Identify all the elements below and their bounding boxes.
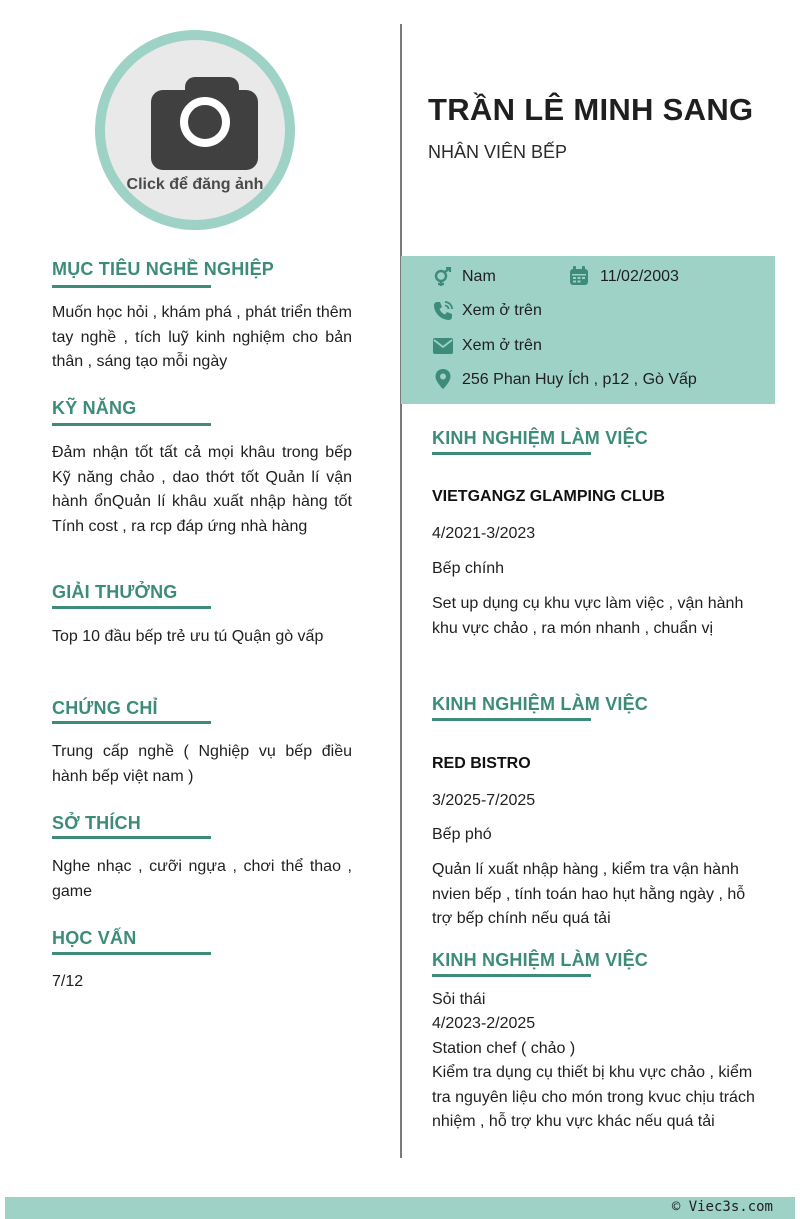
email-icon — [433, 336, 453, 356]
experience-title-1: KINH NGHIỆM LÀM VIỆC — [432, 428, 649, 448]
footer-credit: © Viec3s.com — [671, 1199, 773, 1215]
awards-underline — [52, 606, 211, 609]
skills-underline — [52, 423, 211, 426]
experience-role-2: Bếp phó — [432, 826, 492, 843]
contact-panel — [401, 256, 775, 404]
objective-title: MỤC TIÊU NGHỀ NGHIỆP — [52, 259, 275, 279]
certificates-title: CHỨNG CHỈ — [52, 698, 158, 718]
experience-period-1: 4/2021-3/2023 — [432, 525, 536, 542]
experience-underline-2 — [432, 718, 591, 721]
experience-period-3: 4/2023-2/2025 — [432, 1015, 536, 1032]
phone-value: Xem ở trên — [462, 302, 542, 319]
experience-company-1: VIETGANGZ GLAMPING CLUB — [432, 488, 665, 505]
candidate-name: TRẦN LÊ MINH SANG — [428, 92, 754, 127]
experience-description-2: Quản lí xuất nhập hàng , kiểm tra vận hành nvien bếp , tính toán hao hụt hằng ngày , hỗ trợ bếp chính nếu quá tải — [432, 861, 746, 927]
location-pin-icon — [433, 369, 453, 389]
education-text: 7/12 — [52, 973, 84, 990]
certificates-underline — [52, 721, 211, 724]
column-divider — [400, 24, 402, 1158]
experience-description-1: Set up dụng cụ khu vực làm việc , vận hành khu vực chảo , ra món nhanh , chuẩn vị — [432, 595, 744, 637]
objective-underline — [52, 285, 211, 288]
experience-underline-1 — [432, 452, 591, 455]
hobbies-underline — [52, 836, 211, 839]
birthday-value: 11/02/2003 — [600, 268, 679, 285]
address-value: 256 Phan Huy Ích , p12 , Gò Vấp — [462, 371, 697, 388]
objective-text: Muốn học hỏi , khám phá , phát triển thêm tay nghề , tích luỹ kinh nghiệm cho bản thân , sáng tạo mỗi ngày — [52, 304, 352, 370]
gender-value: Nam — [462, 268, 496, 285]
experience-description-3: Kiểm tra dụng cụ thiết bị khu vực chảo , kiểm tra nguyên liệu cho món trong kvuc chịu trách nhiệm , hỗ trợ khu vực khác nếu quá tải — [432, 1064, 755, 1130]
gender-icon — [433, 267, 453, 287]
email-value: Xem ở trên — [462, 337, 542, 354]
experience-role-1: Bếp chính — [432, 560, 505, 577]
education-title: HỌC VẤN — [52, 928, 137, 948]
avatar-upload-caption: Click để đăng ảnh — [126, 176, 264, 193]
awards-title: GIẢI THƯỞNG — [52, 582, 178, 602]
experience-company-2: RED BISTRO — [432, 755, 531, 772]
job-title: NHÂN VIÊN BẾP — [428, 142, 568, 162]
experience-title-3: KINH NGHIỆM LÀM VIỆC — [432, 950, 649, 970]
experience-title-2: KINH NGHIỆM LÀM VIỆC — [432, 694, 649, 714]
calendar-icon — [569, 266, 589, 286]
certificates-text: Trung cấp nghề ( Nghiệp vụ bếp điều hành bếp việt nam ) — [52, 743, 352, 785]
skills-title: KỸ NĂNG — [52, 398, 137, 418]
avatar-upload[interactable] — [95, 30, 295, 230]
experience-role-3: Station chef ( chảo ) — [432, 1040, 576, 1057]
footer-bar — [5, 1197, 795, 1219]
phone-icon — [433, 301, 453, 321]
avatar[interactable] — [105, 40, 285, 220]
hobbies-title: SỞ THÍCH — [52, 813, 141, 833]
hobbies-text: Nghe nhạc , cưỡi ngựa , chơi thể thao , game — [52, 858, 352, 900]
experience-underline-3 — [432, 974, 591, 977]
experience-company-3: Sỏi thái — [432, 991, 486, 1008]
camera-lens-icon — [180, 97, 230, 147]
experience-period-2: 3/2025-7/2025 — [432, 792, 536, 809]
skills-text: Đảm nhận tốt tất cả mọi khâu trong bếp Kỹ năng chảo , dao thớt tốt Quản lí vận hành ổnQuản lí khâu xuất nhập hàng tốt Tính cost , ra rcp đáp ứng nhà hàng — [52, 444, 352, 535]
education-underline — [52, 952, 211, 955]
awards-text: Top 10 đầu bếp trẻ ưu tú Quận gò vấp — [52, 628, 324, 645]
